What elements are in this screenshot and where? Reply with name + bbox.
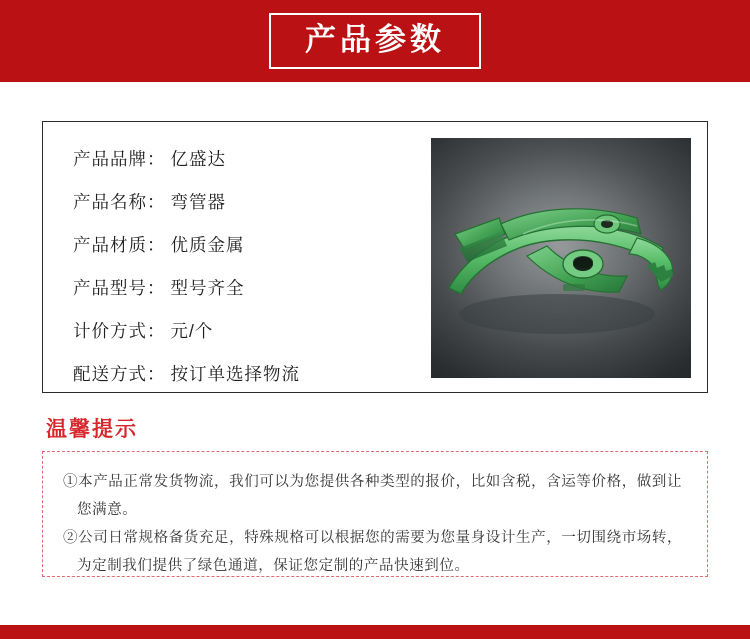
spec-list <box>43 122 431 392</box>
tip-line-text: ①本产品正常发货物流，我们可以为您提供各种类型的报价，比如含税，含运等价格，做到让 <box>63 474 683 490</box>
spec-label: 产品品牌 <box>73 149 147 169</box>
tip-line-continuation <box>63 552 689 580</box>
spec-colon: ： <box>147 149 165 169</box>
tips-title: 温馨提示 <box>46 418 138 441</box>
spec-value: 优质金属 <box>170 235 245 255</box>
tip-line-text: ②公司日常规格备货充足，特殊规格可以根据您的需要为您量身设计生产，一切围绕市场转， <box>63 530 683 546</box>
page-title: 产品参数 <box>305 21 445 57</box>
spec-value: 亿盛达 <box>170 149 226 169</box>
product-photo <box>431 138 691 378</box>
spec-colon: ： <box>147 192 165 212</box>
tip-line-text: 您满意。 <box>77 502 138 518</box>
spec-row <box>73 146 431 181</box>
spec-label: 计价方式 <box>73 321 147 341</box>
spec-row <box>73 232 431 267</box>
spec-label: 产品型号 <box>73 278 147 298</box>
pipe-bender-illustration <box>431 138 691 378</box>
footer-bar <box>0 625 750 639</box>
spec-row <box>73 318 431 353</box>
spec-row <box>73 189 431 224</box>
spec-label: 产品名称 <box>73 192 147 212</box>
spec-panel <box>42 121 708 393</box>
spec-label: 配送方式 <box>73 364 147 384</box>
spec-value: 弯管器 <box>170 192 226 212</box>
tips-box <box>42 451 708 577</box>
header-title-box <box>269 13 481 70</box>
spec-value: 按订单选择物流 <box>170 364 300 384</box>
spec-colon: ： <box>147 364 165 384</box>
header-banner <box>0 0 750 82</box>
spec-value: 元/个 <box>170 321 214 341</box>
tip-line-text: 为定制我们提供了绿色通道，保证您定制的产品快速到位。 <box>77 558 470 574</box>
tip-line-continuation <box>63 496 689 524</box>
spec-colon: ： <box>147 321 165 341</box>
spec-colon: ： <box>147 278 165 298</box>
spec-row <box>73 275 431 310</box>
spec-label: 产品材质 <box>73 235 147 255</box>
spec-row <box>73 361 431 396</box>
spec-colon: ： <box>147 235 165 255</box>
tip-line <box>63 524 689 552</box>
tip-line <box>63 468 689 496</box>
spec-value: 型号齐全 <box>170 278 245 298</box>
